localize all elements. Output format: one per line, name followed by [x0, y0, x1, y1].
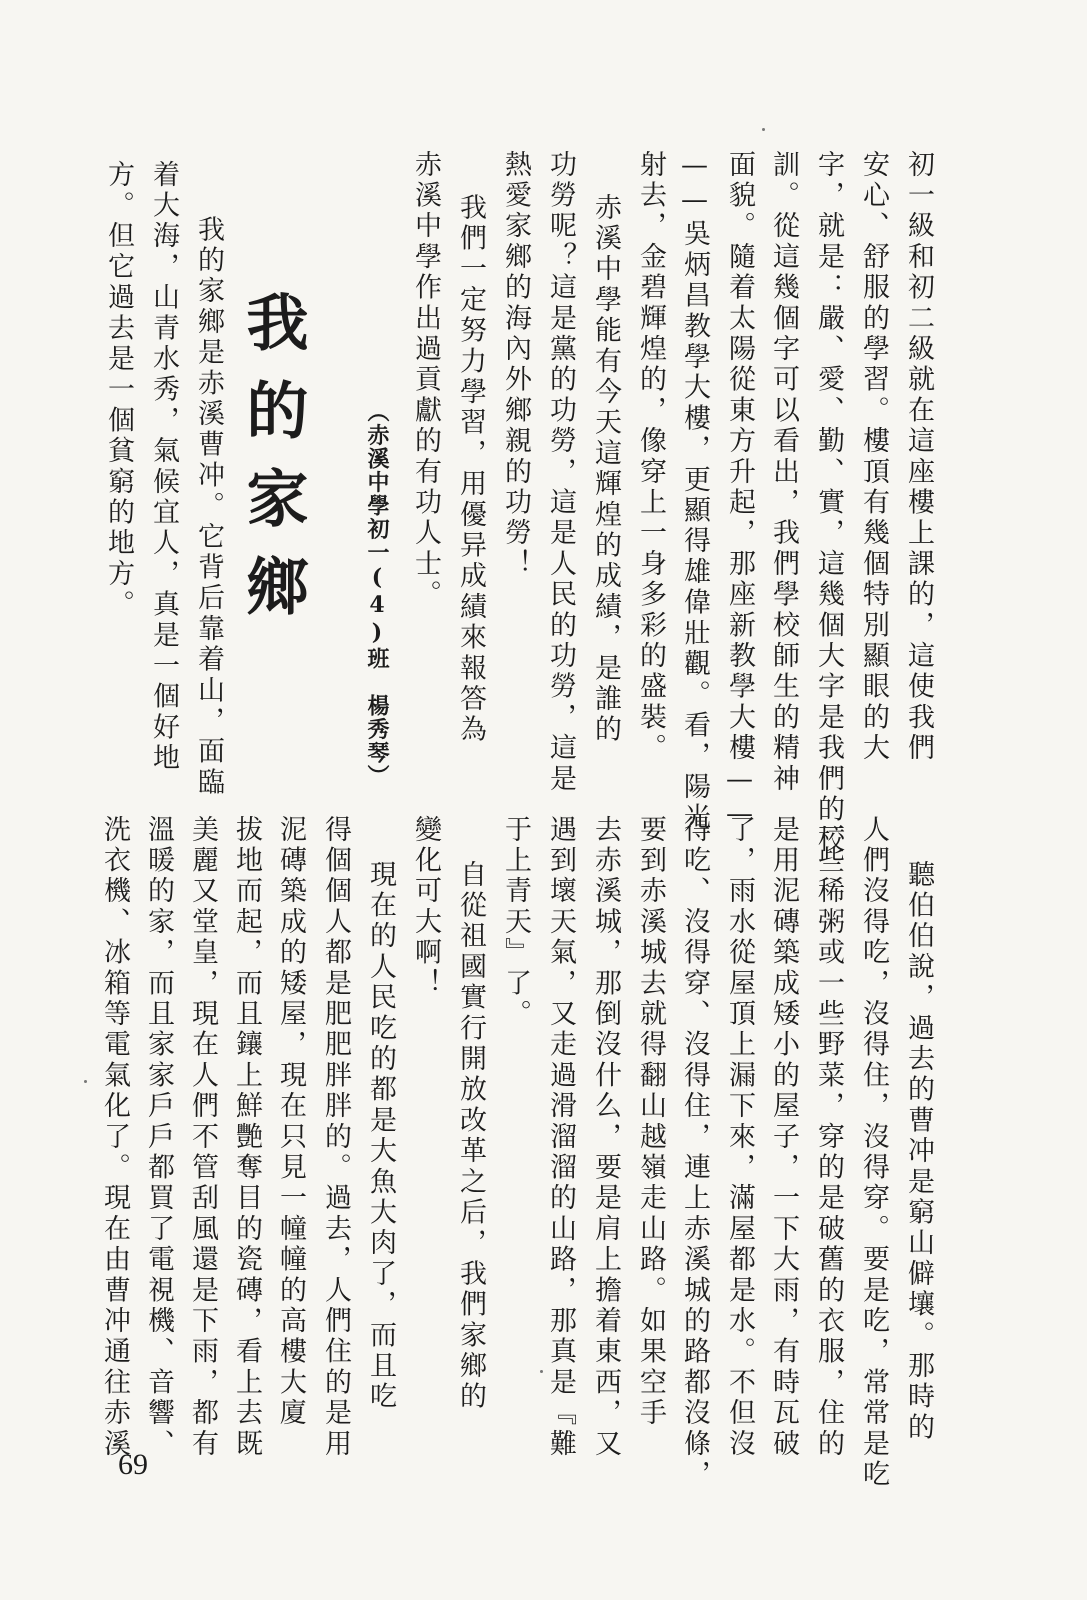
text-column: 了，雨水從屋頂上漏下來，滿屋都是水。不但沒 — [724, 815, 755, 1460]
text-column: 自從祖國實行開放改革之后，我們家鄉的 — [455, 860, 486, 1413]
text-column: 方。但它過去是一個貧窮的地方。 — [103, 160, 134, 621]
text-column: 去赤溪城，那倒沒什么，要是肩上擔着東西，又 — [590, 815, 621, 1460]
text-column: 于上青天』了。 — [500, 815, 531, 1030]
text-column: 我的家鄉是赤溪曹冲。它背后靠着山，面臨 — [193, 215, 224, 799]
text-column: 着大海，山青水秀，氣候宜人，真是一個好地 — [148, 160, 179, 774]
text-column: 安心、舒服的學習。樓頂有幾個特別顯眼的大 — [858, 150, 889, 764]
text-column: 赤溪中學作出過貢獻的有功人士。 — [410, 150, 441, 611]
text-column: 面貌。隨着太陽從東方升起，那座新教學大樓—— — [724, 150, 755, 834]
text-column: 熱愛家鄉的海內外鄉親的功勞！ — [500, 150, 531, 580]
scan-speck — [84, 1080, 87, 1083]
text-column: 得吃、沒得穿、沒得住，連上赤溪城的路都沒條， — [679, 815, 710, 1491]
text-column: 是用泥磚築成矮小的屋子，一下大雨，有時瓦破 — [768, 815, 799, 1460]
text-column: 聽伯伯說，過去的曹冲是窮山僻壤。那時的 — [903, 860, 934, 1444]
article-title: 我的家鄉 — [236, 290, 309, 642]
scan-speck — [762, 128, 765, 131]
text-column: 拔地而起，而且鑲上鮮艷奪目的瓷磚，看上去既 — [231, 815, 262, 1460]
text-column: 洗衣機、冰箱等電氣化了。現在由曹冲通往赤溪 — [99, 815, 130, 1460]
text-column: 射去，金碧輝煌的，像穿上一身多彩的盛裝。 — [635, 150, 666, 764]
text-column: 我們一定努力學習，用優异成績來報答為 — [455, 193, 486, 746]
text-column: 赤溪中學能有今天這輝煌的成績，是誰的 — [590, 193, 621, 746]
text-column: 人們沒得吃，沒得住，沒得穿。要是吃，常常是吃 — [858, 815, 889, 1491]
text-column: 美麗又堂皇，現在人們不管刮風還是下雨，都有 — [187, 815, 218, 1460]
text-column: 訓。從這幾個字可以看出，我們學校師生的精神 — [768, 150, 799, 795]
author-byline: （赤溪中學初一(4)班 楊秀琴） — [364, 400, 390, 788]
text-column: 得個個人都是肥肥胖胖的。過去，人們住的是用 — [320, 815, 351, 1460]
text-column: 泥磚築成的矮屋，現在只見一幢幢的高樓大廈 — [275, 815, 306, 1429]
text-column: 初一級和初二級就在這座樓上課的，這使我們 — [903, 150, 934, 764]
text-column: 要到赤溪城去就得翻山越嶺走山路。如果空手 — [635, 815, 666, 1429]
text-column: 一些稀粥或一些野菜，穿的是破舊的衣服，住的 — [813, 815, 844, 1460]
text-column: 變化可大啊！ — [410, 815, 441, 1000]
page-number: 69 — [118, 1448, 148, 1481]
text-column: 功勞呢？這是黨的功勞，這是人民的功勞，這是 — [545, 150, 576, 795]
text-column: 遇到壞天氣，又走過滑溜溜的山路，那真是『難 — [545, 815, 576, 1460]
text-column: ——吳炳昌教學大樓，更顯得雄偉壯觀。看，陽光 — [679, 150, 710, 834]
scan-speck — [540, 1370, 543, 1373]
text-column: 字，就是：嚴、愛、勤、實，這幾個大字是我們的校 — [813, 150, 844, 857]
text-column: 溫暖的家，而且家家戶戶都買了電視機、音響、 — [143, 815, 174, 1460]
text-column: 現在的人民吃的都是大魚大肉了，而且吃 — [365, 860, 396, 1413]
